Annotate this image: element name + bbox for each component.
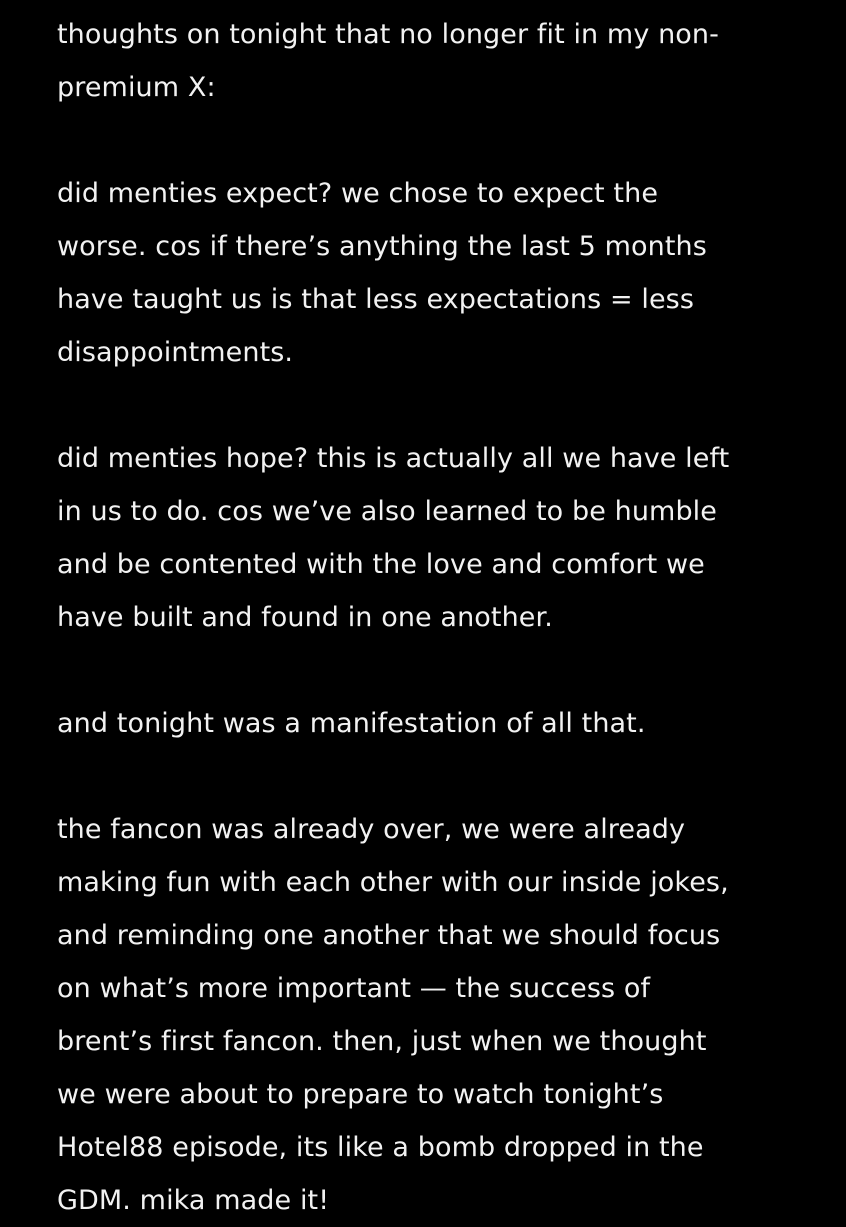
text-line: disappointments. [57, 337, 294, 368]
text-line: and reminding one another that we should focus [57, 920, 721, 951]
text-line: Hotel88 episode, its like a bomb dropped in the [57, 1132, 704, 1163]
paragraph [57, 8, 817, 114]
text-line: making fun with each other with our inside jokes, [57, 867, 729, 898]
text-line: on what’s more important — the success of [57, 973, 651, 1004]
paragraph [57, 697, 817, 750]
text-line: and be contented with the love and comfort we [57, 549, 705, 580]
text-line: did menties hope? this is actually all we have left [57, 443, 730, 474]
note-body [57, 8, 817, 1227]
paragraph-spacer [57, 750, 817, 803]
text-line: we were about to prepare to watch tonight’s [57, 1079, 664, 1110]
text-line: have built and found in one another. [57, 602, 553, 633]
text-line: did menties expect? we chose to expect the [57, 178, 659, 209]
paragraph [57, 167, 817, 379]
text-line: brent’s first fancon. then, just when we thought [57, 1026, 707, 1057]
text-line: premium X: [57, 72, 216, 103]
paragraph-spacer [57, 644, 817, 697]
paragraph [57, 803, 817, 1227]
text-line: and tonight was a manifestation of all that. [57, 708, 646, 739]
paragraph-spacer [57, 379, 817, 432]
text-line: thoughts on tonight that no longer fit in my non- [57, 19, 719, 50]
text-line: the fancon was already over, we were already [57, 814, 686, 845]
text-line: worse. cos if there’s anything the last 5 months [57, 231, 707, 262]
text-line: have taught us is that less expectations = less [57, 284, 695, 315]
text-line: in us to do. cos we’ve also learned to be humble [57, 496, 717, 527]
text-line: GDM. mika made it! [57, 1185, 330, 1216]
paragraph-spacer [57, 114, 817, 167]
paragraph [57, 432, 817, 644]
